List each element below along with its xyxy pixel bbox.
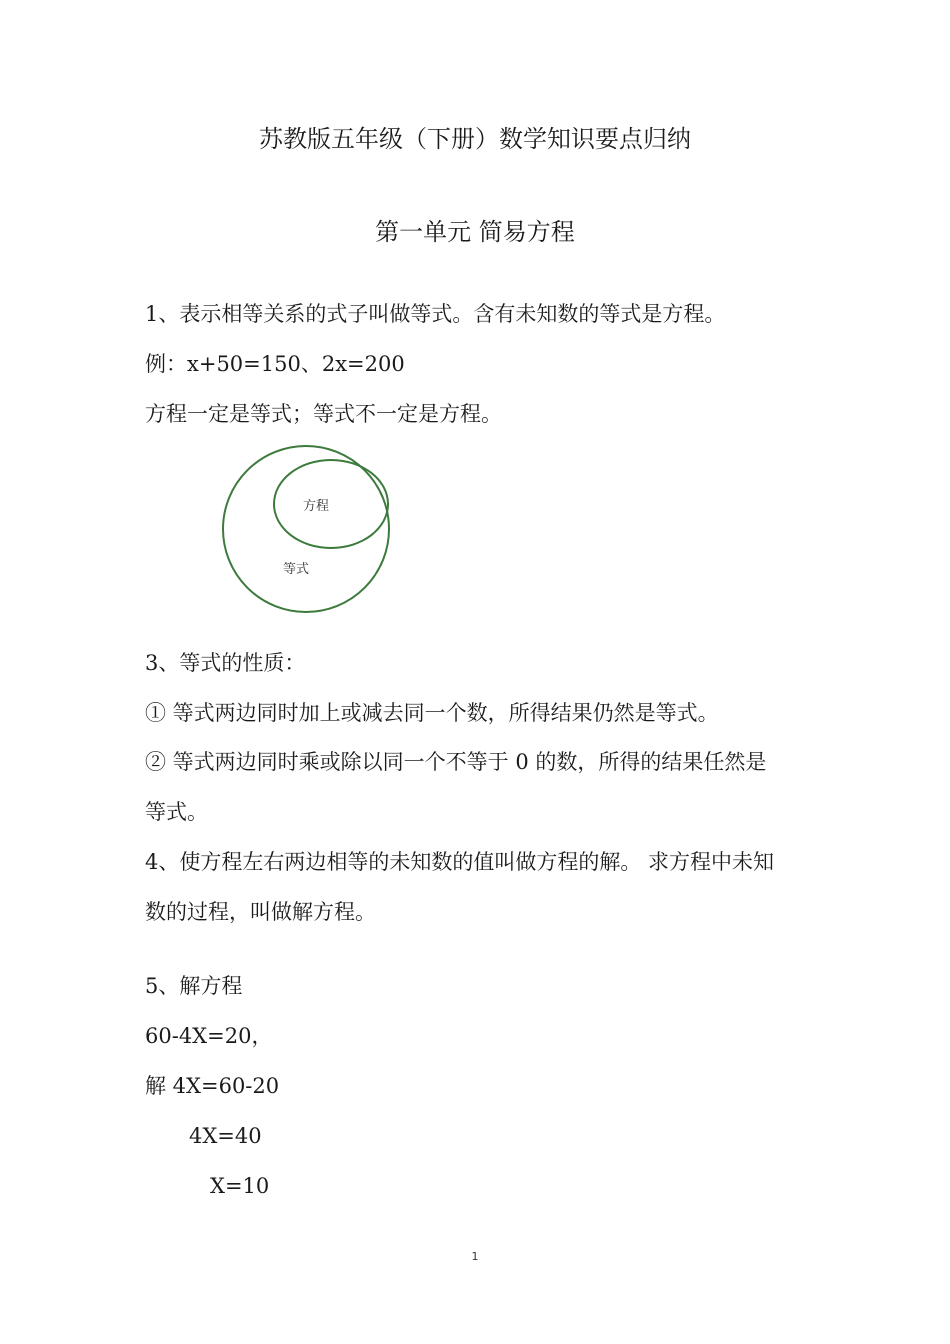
page-number: 1 (471, 1250, 479, 1263)
example-line: 例：x+50=150、2x=200 (145, 352, 405, 376)
solution-step-3: X=10 (210, 1174, 270, 1198)
property-1: ① 等式两边同时加上或减去同一个数，所得结果仍然是等式。 (145, 701, 719, 725)
equation-label: 方程 (303, 499, 330, 514)
section-5-heading: 5、解方程 (145, 974, 243, 998)
unit-title: 第一单元 简易方程 (375, 218, 575, 246)
property-2-cont: 等式。 (145, 800, 208, 824)
document-title: 苏教版五年级（下册）数学知识要点归纳 (259, 125, 691, 153)
solution-step-1: 解 4X=60-20 (145, 1074, 280, 1098)
paragraph-1: 1、表示相等关系的式子叫做等式。含有未知数的等式是方程。 (145, 302, 726, 326)
section-4-cont: 数的过程，叫做解方程。 (145, 900, 376, 924)
property-2: ② 等式两边同时乘或除以同一个不等于 0 的数，所得的结果任然是 (145, 750, 767, 774)
equation-equality-venn-diagram (222, 445, 394, 617)
equation-line: 60-4X=20， (145, 1024, 273, 1048)
paragraph-relation: 方程一定是等式；等式不一定是方程。 (145, 402, 502, 426)
section-4: 4、使方程左右两边相等的未知数的值叫做方程的解。 求方程中未知 (145, 850, 775, 874)
equality-label: 等式 (283, 562, 310, 577)
solution-step-2: 4X=40 (189, 1124, 262, 1148)
equation-circle (273, 459, 389, 549)
section-3-heading: 3、等式的性质： (145, 651, 306, 675)
